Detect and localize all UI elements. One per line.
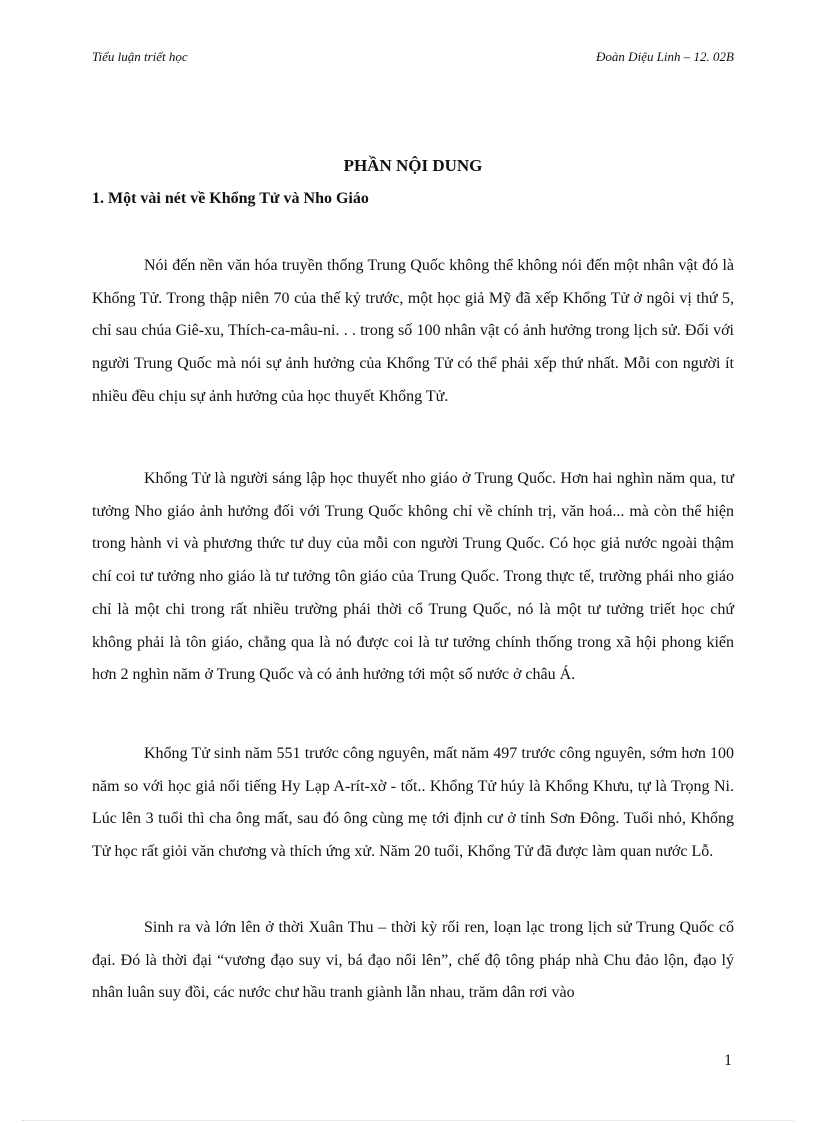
paragraph-2: Khổng Tử là người sáng lập học thuyết nho giáo ở Trung Quốc. Hơn hai nghìn năm qua, tư tưởng Nho giáo ảnh hưởng đối với Trung Quốc không chỉ về chính trị, văn hoá... mà còn thể hiện trong hành vi và phương thức tư duy của mỗi con người Trung Quốc. Có học giả nước ngoài thậm chí coi tư tưởng nho giáo là tư tưởng tôn giáo của Trung Quốc. Trong thực tế, trường phái nho giáo chỉ là một chi trong rất nhiều trường phái thời cổ Trung Quốc, nó là một tư tưởng triết học chứ không phải là tôn giáo, chẳng qua là nó được coi là tư tưởng chính thống trong xã hội phong kiến hơn 2 nghìn năm ở Trung Quốc và có ảnh hưởng tới một số nước ở châu Á. [92,470,734,684]
header-left-text: Tiểu luận triết học [92,49,188,64]
paragraph-1: Nói đến nền văn hóa truyền thống Trung Quốc không thể không nói đến một nhân vật đó là Khổng Tử. Trong thập niên 70 của thế kỷ trước, một học giả Mỹ đã xếp Khổng Tử ở ngôi vị thứ 5, chỉ sau chúa Giê-xu, Thích-ca-mâu-ni. . . trong số 100 nhân vật có ảnh hưởng trong lịch sử. Đối với người Trung Quốc mà nói sự ảnh hưởng của Khổng Tử có thể phải xếp thứ nhất. Mỗi con người ít nhiều đều chịu sự ảnh hưởng của học thuyết Khổng Tử. [92,257,734,405]
page-number: 1 [724,1052,732,1069]
page-title: PHẦN NỘI DUNG [343,156,483,175]
paragraph-4: Sinh ra và lớn lên ở thời Xuân Thu – thời kỳ rối ren, loạn lạc trong lịch sử Trung Quốc cổ đại. Đó là thời đại “vương đạo suy vi, bá đạo nổi lên”, chế độ tông pháp nhà Chu đảo lộn, đạo lý nhân luân suy đồi, các nước chư hầu tranh giành lẫn nhau, trăm dân rơi vào [92,919,734,1002]
paragraph-3: Khổng Tử sinh năm 551 trước công nguyên, mất năm 497 trước công nguyên, sớm hơn 100 năm so với học giả nổi tiếng Hy Lạp A-rít-xờ - tốt.. Khổng Tử húy là Khổng Khưu, tự là Trọng Ni. Lúc lên 3 tuổi thì cha ông mất, sau đó ông cùng mẹ tới định cư ở tỉnh Sơn Đông. Tuổi nhỏ, Khổng Tử học rất giỏi văn chương và thích ứng xử. Năm 20 tuổi, Khổng Tử đã được làm quan nước Lỗ. [92,745,734,861]
page-header [92,49,734,69]
section-heading: 1. Một vài nét về Khổng Tử và Nho Giáo [92,190,369,207]
page-bottom-divider [22,1120,794,1121]
header-right-text: Đoàn Diệu Linh – 12. 02B [596,49,734,64]
